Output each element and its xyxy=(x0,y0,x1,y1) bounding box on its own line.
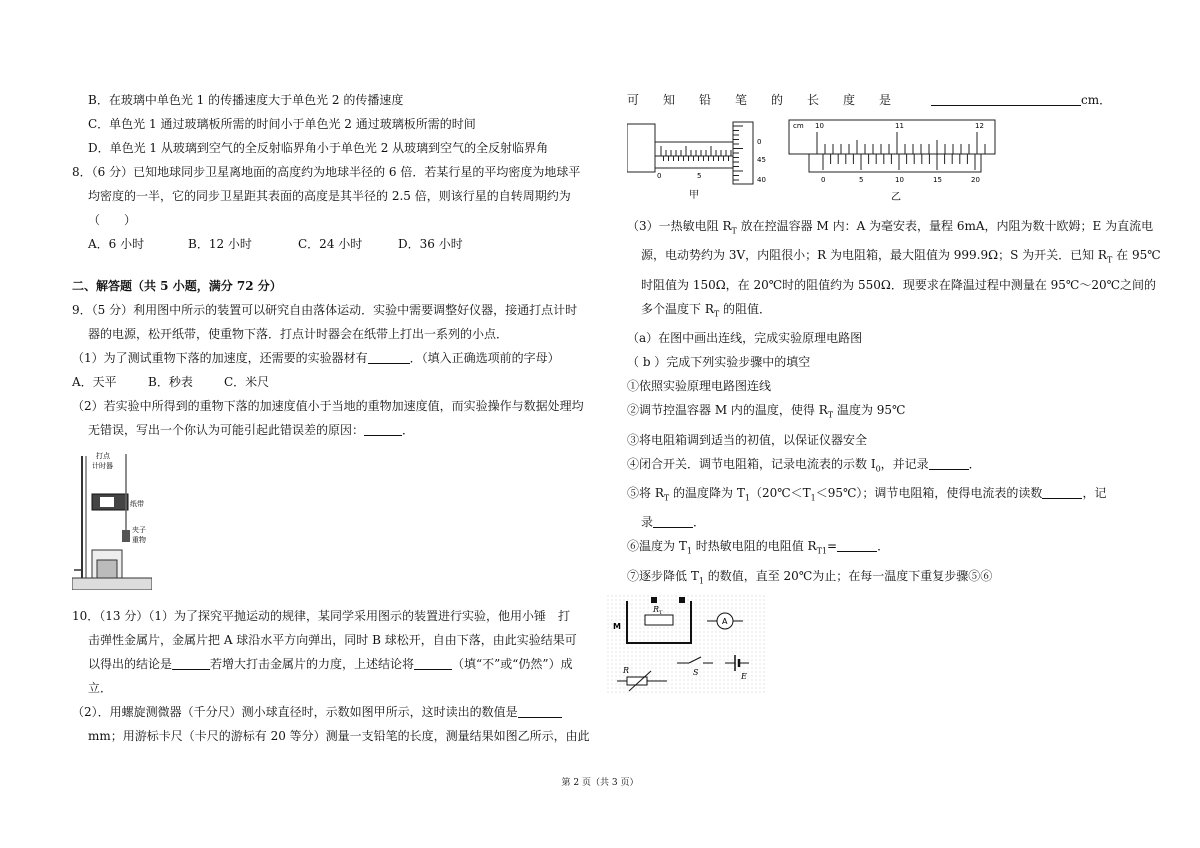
q3-part-b: （ b ）完成下列实验步骤中的填空 xyxy=(627,355,811,370)
q3-line-4 xyxy=(613,297,1133,326)
q8-option-d: D．36 小时 xyxy=(398,237,463,251)
q10-answer-blank-4[interactable] xyxy=(931,91,1081,106)
q10-part2-line-1 xyxy=(72,700,592,724)
step-6-b: 时热敏电阻的电阻值 R xyxy=(691,539,817,554)
q7-option-b: B．在玻璃中单色光 1 的传播速度大于单色光 2 的传播速度 xyxy=(88,93,404,107)
step-4-blank[interactable] xyxy=(929,455,969,470)
step-2 xyxy=(613,398,1133,427)
thimble-label-40: 40 xyxy=(757,176,766,184)
step-5-a: ⑤将 R xyxy=(627,485,664,500)
caliper-main-12: 12 xyxy=(975,122,984,130)
q10-part2-line-2: mm；用游标卡尺（卡尺的游标有 20 等分）测量一支铅笔的长度，测量结果如图乙所示，由此 xyxy=(88,729,590,743)
q3-line-1-b: 放在控温容器 M 内：A 为毫安表，量程 6mA，内阻为数十欧姆；E 为直流电 xyxy=(736,219,1154,233)
step-4-b: ，并记录 xyxy=(880,456,929,471)
circuit-label-r: R xyxy=(653,605,660,615)
q3-line-1 xyxy=(613,214,1154,243)
fig9-label-clip: 夹子 xyxy=(132,526,146,534)
q3-line-2-a: 源，电动势约为 3V，内阻很小；R 为电阻箱，最大阻值为 999.9Ω；S 为开关．已知 R xyxy=(641,248,1107,263)
caliper-vernier-15: 15 xyxy=(933,176,942,184)
step-2-b: 温度为 95℃ xyxy=(833,403,906,418)
q3-line-3: 时阻值为 150Ω，在 20℃时的阻值约为 550Ω．现要求在降温过程中测量在 95℃～20℃之间的 xyxy=(641,277,1157,292)
q10-continuation-unit: cm． xyxy=(1081,93,1112,107)
circuit-label-m: M xyxy=(613,622,621,632)
caliper-unit: cm xyxy=(793,122,804,130)
q8-line-1: 8．（6 分）已知地球同步卫星离地面的高度约为地球半径的 6 倍．若某行星的平均密度为地球平 xyxy=(72,165,581,179)
step-7-b: 的数值，直至 20℃为止；在每一温度下重复步骤⑤⑥ xyxy=(703,568,993,583)
q9-part2-text: 无错误，写出一个你认为可能引起此错误差的原因： xyxy=(88,423,365,437)
figure-label-jia: 甲 xyxy=(689,190,699,201)
thimble-label-0: 0 xyxy=(757,138,762,146)
micrometer-figure xyxy=(627,116,777,208)
q10-continuation-text: 可 知 铅 笔 的 长 度 是 xyxy=(627,93,892,107)
circuit-label-e: E xyxy=(741,672,747,682)
q7-option-c: C．单色光 1 通过玻璃板所需的时间小于单色光 2 通过玻璃板所需的时间 xyxy=(88,117,476,131)
q8-option-a: A．6 小时 xyxy=(88,237,145,251)
q7-option-d: D．单色光 1 从玻璃到空气的全反射临界角小于单色光 2 从玻璃到空气的全反射临界角 xyxy=(88,141,549,155)
q3-line-4-b: 的阻值． xyxy=(719,301,772,316)
q9-option-b: B．秒表 xyxy=(148,375,193,389)
caliper-vernier-5: 5 xyxy=(859,176,864,184)
fig9-label-tape: 纸带 xyxy=(130,500,144,508)
free-fall-apparatus-figure xyxy=(72,446,152,590)
q9-part2-line-2 xyxy=(72,418,592,442)
step-6-sub: 1 xyxy=(686,546,692,556)
q8-option-b: B．12 小时 xyxy=(188,237,252,251)
q10-answer-blank-3[interactable] xyxy=(518,703,562,718)
step-6-c: = xyxy=(827,539,838,554)
step-5-sub2: 1 xyxy=(744,493,750,503)
q10-part2-text: （2）．用螺旋测微器（千分尺）测小球直径时，示数如图甲所示，这时读出的数值是 xyxy=(72,705,518,719)
step-2-a: ②调节控温容器 M 内的温度，使得 R xyxy=(627,403,828,418)
measurement-figures xyxy=(613,116,1133,208)
q9-option-a: A．天平 xyxy=(72,375,117,389)
step-6-a: ⑥温度为 T xyxy=(627,539,687,554)
fig9-label-dadian: 打点 xyxy=(96,452,110,460)
step-5-line-2 xyxy=(613,510,1133,534)
micrometer-label-0: 0 xyxy=(657,172,662,180)
figure-label-yi: 乙 xyxy=(891,192,901,203)
q3-line-1-a: （3）一热敏电阻 R xyxy=(627,219,732,233)
step-5 xyxy=(613,481,1133,510)
micrometer-label-5: 5 xyxy=(697,172,702,180)
step-5-sub3: 1 xyxy=(810,493,816,503)
q9-part2-tail: ． xyxy=(402,423,415,437)
step-2-sub: T xyxy=(827,410,834,420)
q9-part1-tail: ．（填入正确选项前的字母） xyxy=(409,351,560,365)
step-1: ①依照实验原理电路图连线 xyxy=(627,379,772,394)
page-footer: 第 2 页（共 3 页） xyxy=(561,778,639,788)
step-6-d: ． xyxy=(877,539,890,554)
q9-option-c: C．米尺 xyxy=(224,375,270,389)
step-7 xyxy=(613,564,1133,593)
step-6-sub2: T1 xyxy=(816,546,828,556)
q3-line-4-a: 多个温度下 R xyxy=(641,301,714,316)
step-5-line-2-a: 录 xyxy=(641,515,654,530)
q3-line-2 xyxy=(613,243,1161,272)
q9-part1 xyxy=(72,346,592,370)
q3-line-4-sub: T xyxy=(713,309,720,319)
q9-options xyxy=(72,370,592,394)
caliper-vernier-20: 20 xyxy=(971,176,980,184)
step-3: ③将电阻箱调到适当的初值，以保证仪器安全 xyxy=(627,432,868,447)
q9-part2-line-1: （2）若实验中所得到的重物下落的加速度值小于当地的重物加速度值，而实验操作与数据处理均 xyxy=(72,399,584,413)
q10-line-3-text-a: 以得出的结论是 xyxy=(88,657,173,671)
q3-part-a: （a）在图中画出连线，完成实验原理电路图 xyxy=(627,331,863,346)
step-7-a: ⑦逐步降低 T xyxy=(627,568,699,583)
right-column xyxy=(613,88,1161,695)
q10-answer-blank-1[interactable] xyxy=(172,655,210,670)
thimble-label-45: 45 xyxy=(757,156,766,164)
vernier-caliper-figure xyxy=(785,116,1003,208)
step-5-blank-1[interactable] xyxy=(1042,484,1082,499)
q8-line-2: 均密度的一半，它的同步卫星距其表面的高度是其半径的 2.5 倍，则该行星的自转周期约为 xyxy=(88,189,571,203)
step-5-d: ＜95℃）；调节电阻箱，使得电流表的读数 xyxy=(815,485,1043,500)
step-5-e: ，记 xyxy=(1082,485,1107,500)
caliper-main-11: 11 xyxy=(895,122,904,130)
q8-options xyxy=(72,232,592,256)
q9-line-2: 器的电源，松开纸带，使重物下落．打点计时器会在纸带上打出一系列的小点． xyxy=(88,327,509,341)
q10-line-3-text-b: 若增大打击金属片的力度，上述结论将 xyxy=(210,657,415,671)
step-5-line-2-b: ． xyxy=(693,515,706,530)
section-2-heading: 二、解答题（共 5 小题，满分 72 分） xyxy=(72,279,282,293)
caliper-main-10: 10 xyxy=(815,122,824,130)
step-4 xyxy=(613,452,1133,481)
step-5-b: 的温度降为 T xyxy=(669,485,745,500)
step-5-c: （20℃＜T xyxy=(749,485,811,500)
caliper-vernier-0: 0 xyxy=(821,176,826,184)
q8-option-c: C．24 小时 xyxy=(298,237,363,251)
q10-line-4: 立． xyxy=(88,681,113,695)
q9-part1-text: （1）为了测试重物下落的加速度，还需要的实验器材有 xyxy=(72,351,368,365)
circuit-label-s: S xyxy=(693,668,699,678)
circuit-label-t: T xyxy=(659,610,663,617)
step-5-sub: T xyxy=(663,493,670,503)
step-4-sub: 0 xyxy=(875,463,881,473)
circuit-components-figure xyxy=(607,595,767,695)
circuit-label-a: A xyxy=(722,617,728,627)
q10-line-3 xyxy=(72,652,592,676)
q10-answer-blank-2[interactable] xyxy=(414,655,452,670)
q10-line-3-text-c: （填“不”或“仍然”）成 xyxy=(452,657,573,671)
left-column xyxy=(72,88,592,748)
q3-line-1-sub: T xyxy=(731,226,737,236)
step-6 xyxy=(613,534,1133,563)
step-7-sub: 1 xyxy=(698,576,704,586)
q10-line-2: 击弹性金属片，金属片把 A 球沿水平方向弹出，同时 B 球松开，自由下落，由此实验结果可 xyxy=(88,633,577,647)
q3-line-2-sub: T xyxy=(1106,255,1113,265)
step-4-a: ④闭合开关．调节电阻箱，记录电流表的示数 I xyxy=(627,456,876,471)
step-6-blank[interactable] xyxy=(837,537,877,552)
circuit-label-r-box: R xyxy=(623,666,630,676)
fig9-label-weight: 重物 xyxy=(132,536,146,544)
q9-answer-blank-1[interactable] xyxy=(368,349,410,364)
q3-line-2-b: 在 95℃ xyxy=(1112,248,1161,263)
step-4-c: ． xyxy=(968,456,981,471)
step-5-blank-2[interactable] xyxy=(653,513,693,528)
fig9-label-timer: 计时器 xyxy=(92,462,113,470)
q9-answer-blank-2[interactable] xyxy=(364,421,402,436)
q10-line-1: 10．（13 分）（1）为了探究平抛运动的规律，某同学采用图示的装置进行实验，他用小锤 打 xyxy=(72,609,570,623)
q10-continuation xyxy=(613,88,1133,112)
q8-line-3: （ ） xyxy=(88,213,137,227)
caliper-vernier-10: 10 xyxy=(895,176,904,184)
q9-line-1: 9．（5 分）利用图中所示的装置可以研究自由落体运动．实验中需要调整好仪器，接通打点计时 xyxy=(72,303,578,317)
